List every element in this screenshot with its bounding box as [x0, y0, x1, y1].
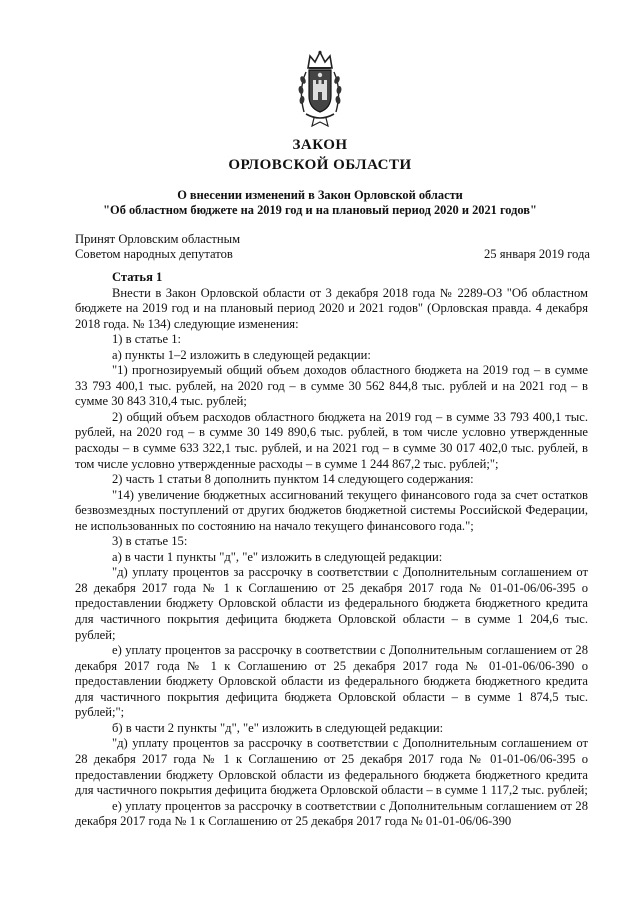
paragraph: е) уплату процентов за рассрочку в соответствии с Дополнительным соглашением от 28 декабря 2017 года № 1 к Соглашению от 25 декабря 2017 года № 01-01-06/06-390 о предоставлении бюджету Орловской области из федерального бюджета бюджетного кредита для частичного покрытия дефицита бюджета Орловской области – в сумме 1 874,5 тыс. рублей;";: [75, 643, 588, 720]
paragraph: 1) в статье 1:: [112, 332, 182, 347]
document-subtitle-line1: О внесении изменений в Закон Орловской области: [177, 188, 463, 202]
document-subtitle-line2: "Об областном бюджете на 2019 год и на плановый период 2020 и 2021 годов": [103, 203, 537, 217]
adoption-note-line2: Советом народных депутатов: [75, 247, 233, 261]
paragraph: "д) уплату процентов за рассрочку в соответствии с Дополнительным соглашением от 28 декабря 2017 года № 1 к Соглашению от 25 декабря 2017 года № 01-01-06/06-395 о предоставлении бюджету Орловской области из федерального бюджета бюджетного кредита для частичного покрытия дефицита бюджета Орловской области – в сумме 1 117,2 тыс. рублей;: [75, 736, 588, 798]
paragraph: а) пункты 1–2 изложить в следующей редакции:: [112, 347, 371, 362]
paragraph: "14) увеличение бюджетных ассигнований текущего финансового года за счет остатков безвозмездных поступлений от других бюджетов бюджетной системы Российской Федерации, не использованных по состоянию на начало текущего финансового года.";: [75, 487, 588, 533]
article-body: [75, 270, 588, 830]
document-title-line1: ЗАКОН: [292, 137, 348, 153]
paragraph: б) в части 2 пункты "д", "е" изложить в следующей редакции:: [112, 720, 444, 735]
coat-of-arms-icon: [296, 50, 344, 128]
paragraph: Внести в Закон Орловской области от 3 декабря 2018 года № 2289-ОЗ "Об областном бюджете на 2019 год и на плановый период 2020 и 2021 годов" (Орловская правда. 4 декабря 2018 года. № 134) следующие изменения:: [75, 285, 588, 331]
article-heading: Статья 1: [112, 270, 163, 284]
paragraph: а) в части 1 пункты "д", "е" изложить в следующей редакции:: [112, 549, 443, 564]
paragraph: е) уплату процентов за рассрочку в соответствии с Дополнительным соглашением от 28 декабря 2017 года № 1 к Соглашению от 25 декабря 2017 года № 01-01-06/06-390: [75, 798, 588, 829]
paragraph: 2) общий объем расходов областного бюджета на 2019 год – в сумме 33 793 400,1 тыс. рублей, на 2020 год – в сумме 30 149 890,6 тыс. рублей, в том числе условно утвержденные расходы – в сумме 633 322,1 тыс. рублей, и на 2021 год – в сумме 30 017 402,0 тыс. рублей, в том числе условно утвержденные расходы – в сумме 1 244 867,2 тыс. рублей;";: [75, 409, 588, 471]
paragraph: "д) уплату процентов за рассрочку в соответствии с Дополнительным соглашением от 28 декабря 2017 года № 1 к Соглашению от 25 декабря 2017 года № 01-01-06/06-395 о предоставлении бюджету Орловской области из федерального бюджета бюджетного кредита для частичного покрытия дефицита бюджета Орловской области – в сумме 1 204,6 тыс. рублей;: [75, 565, 588, 642]
adoption-note-line1: Принят Орловским областным: [75, 232, 241, 246]
adoption-date: 25 января 2019 года: [483, 247, 590, 261]
document-title-line2: ОРЛОВСКОЙ ОБЛАСТИ: [228, 157, 412, 173]
paragraph: "1) прогнозируемый общий объем доходов областного бюджета на 2019 год – в сумме 33 793 400,1 тыс. рублей, на 2020 год – в сумме 30 562 844,8 тыс. рублей и на 2021 год – в сумме 30 843 310,4 тыс. рублей;: [75, 363, 588, 409]
paragraph: 3) в статье 15:: [112, 534, 188, 549]
paragraph: 2) часть 1 статьи 8 дополнить пунктом 14 следующего содержания:: [112, 472, 474, 487]
